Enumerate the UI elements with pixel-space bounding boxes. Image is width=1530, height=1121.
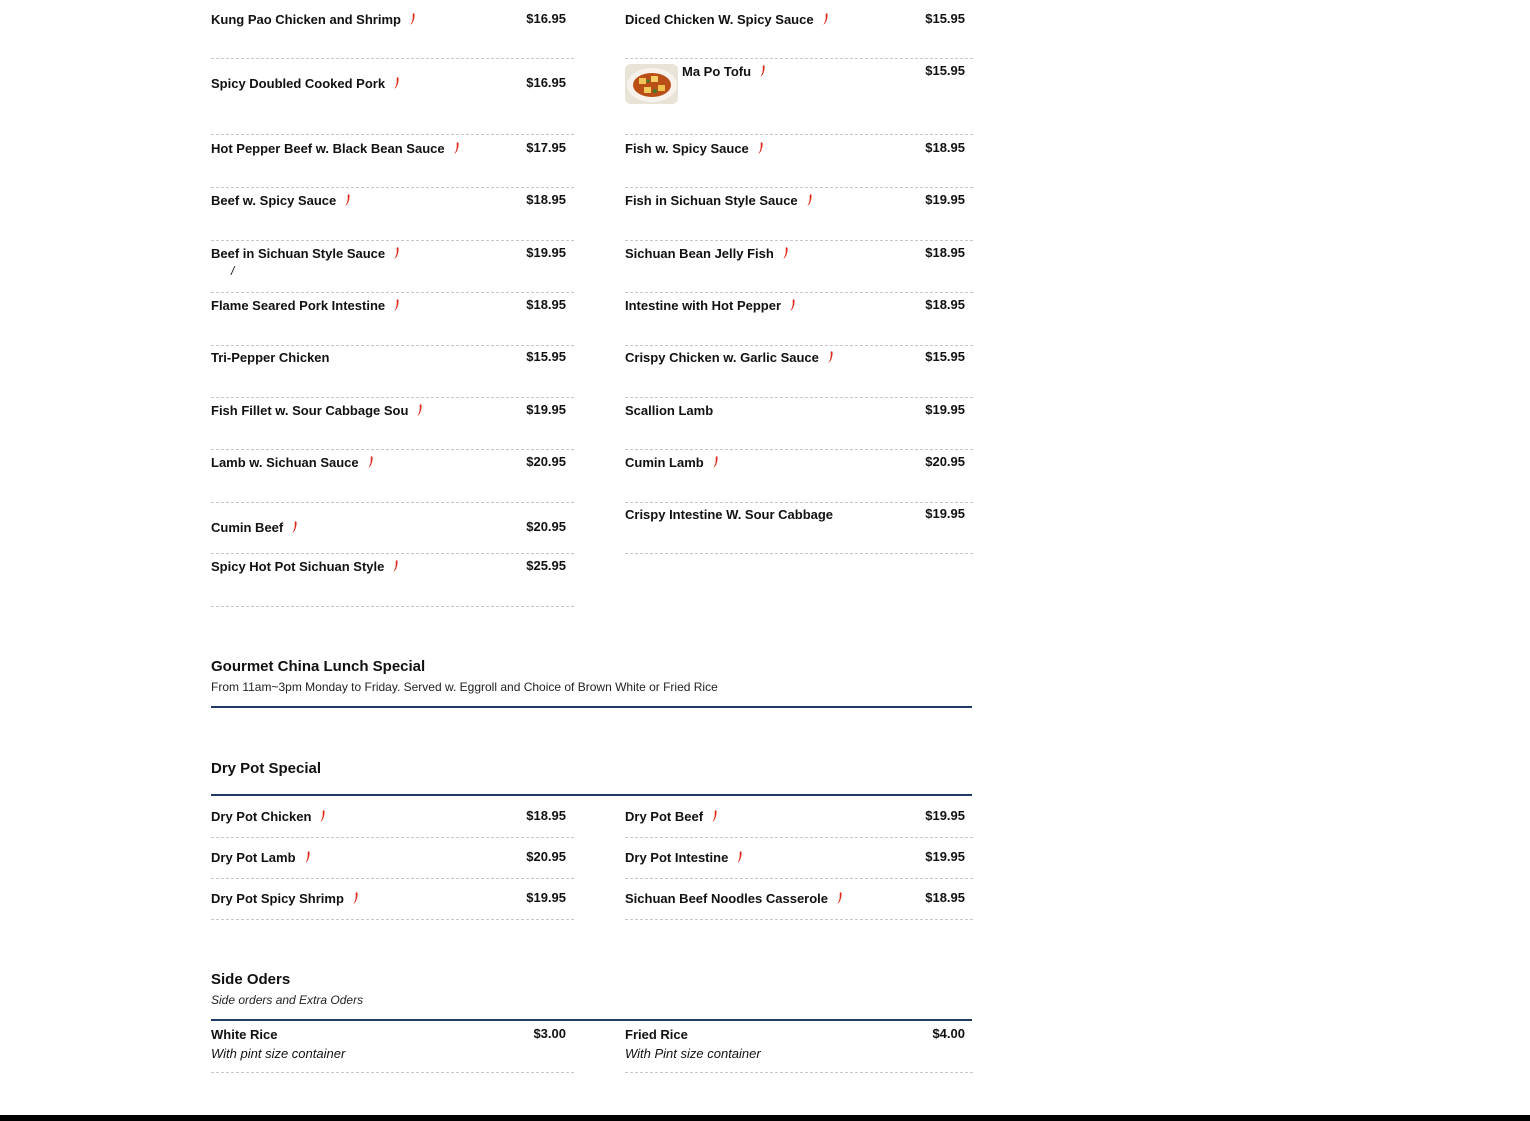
chili-pepper-icon: [790, 299, 796, 314]
item-name[interactable]: [682, 64, 766, 80]
item-price: $16.95: [526, 75, 566, 90]
item-price: $18.95: [925, 245, 965, 260]
menu-item[interactable]: [625, 507, 973, 554]
menu-item[interactable]: [625, 850, 973, 879]
item-price: $20.95: [526, 519, 566, 534]
menu-item[interactable]: [625, 403, 973, 450]
chili-pepper-icon: [393, 560, 399, 575]
chili-pepper-icon: [353, 892, 359, 907]
item-price: $18.95: [526, 808, 566, 823]
item-name-text[interactable]: Dry Pot Intestine: [625, 850, 729, 865]
menu-item[interactable]: [211, 403, 574, 450]
item-name[interactable]: [211, 12, 416, 28]
section-divider: [211, 794, 972, 796]
item-name[interactable]: [625, 809, 718, 825]
chili-pepper-icon: [737, 851, 743, 866]
item-name-text[interactable]: Sichuan Bean Jelly Fish: [625, 246, 774, 261]
item-name[interactable]: [211, 809, 326, 825]
chili-pepper-icon: [410, 13, 416, 28]
item-name-text[interactable]: Dry Pot Chicken: [211, 809, 312, 824]
item-name[interactable]: [625, 507, 833, 522]
menu-item[interactable]: [625, 12, 973, 59]
menu-item[interactable]: [211, 141, 574, 188]
chili-pepper-icon: [394, 247, 400, 262]
menu-item[interactable]: [211, 455, 574, 503]
chili-pepper-icon: [828, 351, 834, 366]
menu-item[interactable]: [625, 350, 973, 398]
item-name[interactable]: [625, 298, 796, 314]
item-name-text[interactable]: Diced Chicken W. Spicy Sauce: [625, 12, 814, 27]
item-name-text[interactable]: Dry Pot Spicy Shrimp: [211, 891, 344, 906]
item-name[interactable]: [625, 350, 834, 366]
item-price: $15.95: [925, 349, 965, 364]
item-price: $18.95: [925, 890, 965, 905]
chili-pepper-icon: [783, 247, 789, 262]
menu-item[interactable]: [211, 350, 574, 398]
chili-pepper-icon: [837, 892, 843, 907]
menu-item[interactable]: [625, 1027, 973, 1073]
chili-pepper-icon: [760, 65, 766, 80]
chili-pepper-icon: [320, 810, 326, 825]
chili-pepper-icon: [345, 194, 351, 209]
chili-pepper-icon: [823, 13, 829, 28]
menu-item[interactable]: [211, 193, 574, 241]
item-name[interactable]: [625, 193, 813, 209]
menu-item[interactable]: [211, 1027, 574, 1073]
menu-item[interactable]: [211, 246, 574, 293]
item-name-text[interactable]: Fish Fillet w. Sour Cabbage Sou: [211, 403, 409, 418]
item-name[interactable]: [625, 850, 743, 866]
menu-item[interactable]: [211, 850, 574, 879]
item-price: $15.95: [526, 349, 566, 364]
item-name-text[interactable]: Tri-Pepper Chicken: [211, 350, 330, 365]
item-name-text[interactable]: Fried Rice: [625, 1027, 688, 1042]
chili-pepper-icon: [712, 810, 718, 825]
item-name-text[interactable]: Crispy Chicken w. Garlic Sauce: [625, 350, 819, 365]
item-name[interactable]: [211, 141, 460, 157]
item-price: $16.95: [526, 11, 566, 26]
item-name-text[interactable]: Fish in Sichuan Style Sauce: [625, 193, 798, 208]
item-price: $19.95: [526, 402, 566, 417]
menu-item[interactable]: [625, 298, 973, 346]
item-name-text[interactable]: Dry Pot Lamb: [211, 850, 296, 865]
chili-pepper-icon: [417, 404, 423, 419]
item-name[interactable]: [625, 246, 789, 262]
chili-pepper-icon: [807, 194, 813, 209]
item-name[interactable]: [625, 403, 713, 418]
item-name-text[interactable]: Flame Seared Pork Intestine: [211, 298, 386, 313]
item-extra: /: [231, 264, 235, 278]
item-name-text[interactable]: Spicy Doubled Cooked Pork: [211, 76, 386, 91]
item-price: $19.95: [925, 192, 965, 207]
menu-item[interactable]: [625, 455, 973, 503]
menu-item[interactable]: [625, 246, 973, 293]
item-name[interactable]: [211, 1027, 277, 1042]
chili-pepper-icon: [394, 77, 400, 92]
chili-pepper-icon: [394, 299, 400, 314]
item-name-text[interactable]: Ma Po Tofu: [682, 64, 752, 79]
item-name[interactable]: [211, 298, 400, 314]
menu-item[interactable]: [211, 559, 574, 607]
section-title-side: Side Oders: [211, 971, 291, 988]
section-subtitle-side: Side orders and Extra Oders: [211, 993, 364, 1007]
item-name[interactable]: [211, 891, 359, 907]
item-name-text[interactable]: Dry Pot Beef: [625, 809, 704, 824]
chili-pepper-icon: [368, 456, 374, 471]
item-name-text[interactable]: Spicy Hot Pot Sichuan Style: [211, 559, 385, 574]
menu-item[interactable]: [211, 76, 574, 135]
menu-item[interactable]: [625, 64, 973, 135]
item-price: $3.00: [533, 1026, 566, 1041]
menu-item[interactable]: [211, 891, 574, 920]
item-price: $19.95: [925, 506, 965, 521]
section-title-dry-pot: Dry Pot Special: [211, 760, 322, 777]
item-name-text[interactable]: Fish w. Spicy Sauce: [625, 141, 749, 156]
item-name[interactable]: [625, 141, 764, 157]
item-name[interactable]: [211, 403, 423, 419]
footer-bar: [0, 1115, 1530, 1121]
menu-item[interactable]: [625, 891, 973, 920]
menu-item[interactable]: [211, 12, 574, 59]
item-price: $20.95: [925, 454, 965, 469]
item-name[interactable]: [211, 559, 399, 575]
item-name-text[interactable]: Kung Pao Chicken and Shrimp: [211, 12, 401, 27]
chili-pepper-icon: [758, 142, 764, 157]
section-divider: [211, 1019, 972, 1021]
item-price: $17.95: [526, 140, 566, 155]
item-price: $20.95: [526, 849, 566, 864]
item-name[interactable]: [211, 76, 400, 92]
item-price: $15.95: [925, 63, 965, 78]
item-name[interactable]: [211, 193, 351, 209]
item-price: $18.95: [526, 297, 566, 312]
item-name-text[interactable]: Hot Pepper Beef w. Black Bean Sauce: [211, 141, 445, 156]
section-divider: [211, 706, 972, 708]
menu-item[interactable]: [211, 809, 574, 838]
item-price: $25.95: [526, 558, 566, 573]
item-price: $19.95: [526, 245, 566, 260]
item-price: $4.00: [932, 1026, 965, 1041]
item-name[interactable]: [211, 520, 298, 536]
item-price: $18.95: [925, 140, 965, 155]
item-name-text[interactable]: Lamb w. Sichuan Sauce: [211, 455, 359, 470]
chili-pepper-icon: [713, 456, 719, 471]
item-price: $19.95: [925, 402, 965, 417]
chili-pepper-icon: [454, 142, 460, 157]
chili-pepper-icon: [305, 851, 311, 866]
item-name-text[interactable]: Intestine with Hot Pepper: [625, 298, 782, 313]
item-description: With Pint size container: [625, 1046, 761, 1061]
menu-item[interactable]: [625, 809, 973, 838]
item-name[interactable]: [211, 455, 374, 471]
item-name[interactable]: [625, 891, 843, 907]
section-title-lunch: Gourmet China Lunch Special: [211, 658, 426, 675]
item-name-text[interactable]: Cumin Lamb: [625, 455, 704, 470]
item-price: $15.95: [925, 11, 965, 26]
item-description: With pint size container: [211, 1046, 346, 1061]
item-price: $19.95: [925, 849, 965, 864]
item-name-text[interactable]: White Rice: [211, 1027, 278, 1042]
item-name[interactable]: [211, 350, 329, 365]
item-name-text[interactable]: Crispy Intestine W. Sour Cabbage: [625, 507, 834, 522]
item-price: $20.95: [526, 454, 566, 469]
chili-pepper-icon: [292, 521, 298, 536]
menu-item[interactable]: [625, 141, 973, 188]
dish-photo[interactable]: [625, 64, 678, 104]
item-name[interactable]: [211, 850, 311, 866]
item-name-text[interactable]: Scallion Lamb: [625, 403, 714, 418]
item-name-text[interactable]: Sichuan Beef Noodles Casserole: [625, 891, 829, 906]
menu-item[interactable]: [211, 298, 574, 346]
item-name[interactable]: [211, 246, 400, 262]
item-price: $18.95: [925, 297, 965, 312]
menu-item[interactable]: [211, 520, 574, 554]
item-name[interactable]: [625, 12, 829, 28]
item-name-text[interactable]: Beef w. Spicy Sauce: [211, 193, 337, 208]
item-name[interactable]: [625, 1027, 688, 1042]
section-subtitle-lunch: From 11am~3pm Monday to Friday. Served w. Eggroll and Choice of Brown White or Fried Rice: [211, 680, 718, 694]
menu-item[interactable]: [625, 193, 973, 241]
item-name-text[interactable]: Beef in Sichuan Style Sauce: [211, 246, 386, 261]
item-price: $19.95: [925, 808, 965, 823]
item-price: $19.95: [526, 890, 566, 905]
item-name[interactable]: [625, 455, 719, 471]
item-name-text[interactable]: Cumin Beef: [211, 520, 284, 535]
item-price: $18.95: [526, 192, 566, 207]
